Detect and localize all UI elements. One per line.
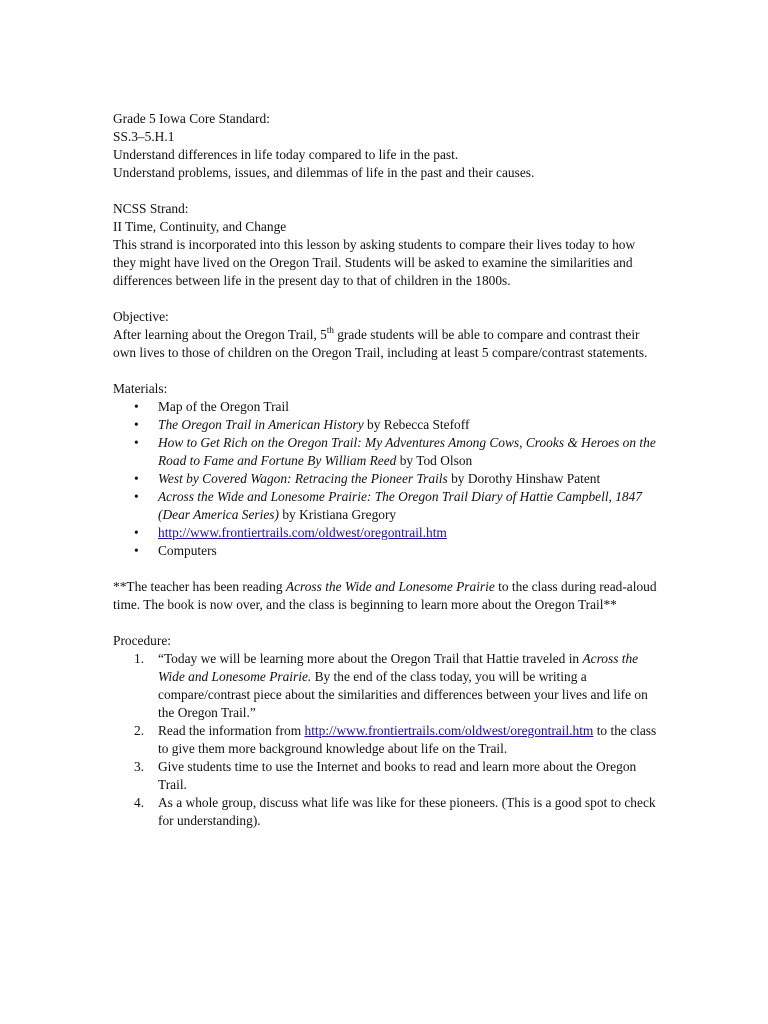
bullet-icon: • [134,525,139,540]
step-text: As a whole group, discuss what life was like for these pioneers. (This is a good spot to check for understanding). [158,795,656,828]
step-text: Read the information from [158,723,305,738]
step-text-continued: By the end of the class today, you will be writing a compare/contrast piece about the similarities and differences between your lives and life on the Oregon Trail.” [158,669,648,720]
standard-code: SS.3–5.H.1 [113,129,175,144]
ncss-strand: II Time, Continuity, and Change [113,219,287,234]
teacher-note [113,578,658,614]
materials-item-author: by Kristiana Gregory [278,507,397,522]
materials-item-text: Computers [158,543,217,558]
step-number: 2. [134,723,145,738]
objective-text-before: After learning about the Oregon Trail, 5 [113,327,327,342]
standard-line-2: Understand problems, issues, and dilemmas of life in the past and their causes. [113,165,535,180]
bullet-icon: • [134,489,139,504]
materials-item-author: by Tod Olson [396,453,473,468]
ncss-section [113,200,658,290]
document-page [113,110,658,830]
note-book-title: Across the Wide and Lonesome Prairie [285,579,495,594]
ncss-description: This strand is incorporated into this lesson by asking students to compare their lives today to how they might have lived on the Oregon Trail. Students will be asked to examine the similarities and differences between life in the present day to that of children in the 1800s. [113,237,636,288]
step-number: 1. [134,651,145,666]
procedure-step [113,794,658,830]
step-number: 3. [134,759,145,774]
materials-item [113,524,658,542]
step-text-continued: to the class to give them more background knowledge about life on the Trail. [158,723,657,756]
frontiertrails-link[interactable]: http://www.frontiertrails.com/oldwest/oregontrail.htm [158,525,447,540]
objective-section [113,308,658,362]
standard-section [113,110,658,182]
step-text: “Today we will be learning more about the Oregon Trail that Hattie traveled in [158,651,583,666]
materials-item [113,398,658,416]
objective-heading: Objective: [113,309,169,324]
procedure-step [113,650,658,722]
procedure-heading: Procedure: [113,633,172,648]
note-suffix: to the class during read-aloud time. The book is now over, and the class is beginning to learn more about the Oregon Trail** [113,579,657,612]
procedure-section [113,632,658,830]
teacher-note-text [113,578,658,614]
materials-item [113,488,658,524]
materials-item-author: by Rebecca Stefoff [363,417,470,432]
objective-text-after: grade students will be able to compare and contrast their own lives to those of children on the Oregon Trail, including at least 5 compare/contrast statements. [113,327,648,360]
step-number: 4. [134,795,145,810]
materials-item [113,542,658,560]
bullet-icon: • [134,435,139,450]
materials-item-title: West by Covered Wagon: Retracing the Pioneer Trails [158,471,448,486]
materials-item-title: The Oregon Trail in American History [158,417,364,432]
step-text: Give students time to use the Internet and books to read and learn more about the Oregon Trail. [158,759,637,792]
bullet-icon: • [134,543,139,558]
objective-superscript: th [326,324,334,335]
materials-section [113,380,658,560]
note-prefix: **The teacher has been reading [113,579,286,594]
materials-item-title: Across the Wide and Lonesome Prairie: The Oregon Trail Diary of Hattie Campbell, 1847 (Dear America Series) [158,489,643,522]
materials-item [113,434,658,470]
materials-item [113,470,658,488]
bullet-icon: • [134,417,139,432]
materials-item [113,416,658,434]
procedure-step [113,758,658,794]
bullet-icon: • [134,399,139,414]
objective-text [113,326,658,362]
step-book-title: Across the Wide and Lonesome Prairie. [158,651,639,684]
standard-line-1: Understand differences in life today compared to life in the past. [113,147,459,162]
materials-list [113,398,658,560]
procedure-step [113,722,658,758]
standard-heading: Grade 5 Iowa Core Standard: [113,111,270,126]
materials-item-text: Map of the Oregon Trail [158,399,289,414]
materials-heading: Materials: [113,381,168,396]
ncss-heading: NCSS Strand: [113,201,189,216]
procedure-list [113,650,658,830]
frontiertrails-link[interactable]: http://www.frontiertrails.com/oldwest/oregontrail.htm [304,723,594,738]
materials-item-author: by Dorothy Hinshaw Patent [447,471,601,486]
bullet-icon: • [134,471,139,486]
materials-item-title: How to Get Rich on the Oregon Trail: My Adventures Among Cows, Crooks & Heroes on the Road to Fame and Fortune By William Reed [158,435,656,468]
